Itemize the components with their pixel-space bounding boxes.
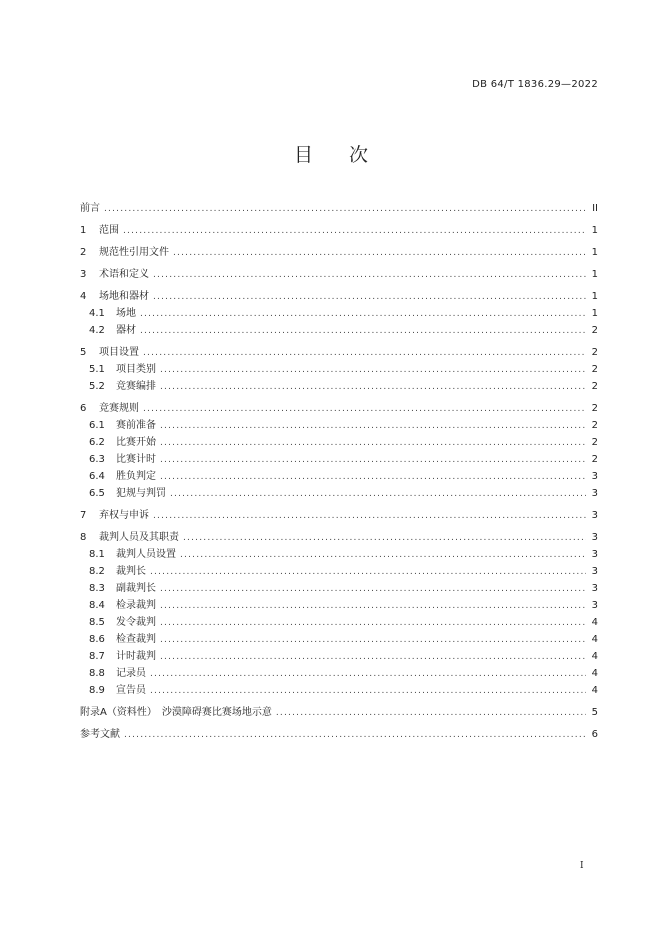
toc-entry-number: 4.1 — [89, 308, 105, 319]
toc-entry[interactable] — [80, 704, 598, 721]
toc-entry-number: 6.1 — [89, 420, 105, 431]
toc-entry-label: 宣告员 — [116, 685, 146, 696]
toc-entry-label: 竞赛编排 — [116, 381, 156, 392]
toc-entry[interactable] — [80, 631, 598, 648]
toc-entry-number: 2 — [80, 247, 87, 258]
toc-entry-label: 术语和定义 — [99, 269, 149, 280]
toc-entry-label: 场地和器材 — [99, 291, 149, 302]
toc-entry-page: 3 — [591, 583, 598, 594]
toc-dot-leader — [160, 362, 586, 379]
title-char-2: 次 — [349, 144, 369, 166]
toc-dot-leader — [180, 547, 586, 564]
toc-entry-page: 2 — [591, 437, 598, 448]
toc-entry-page: 5 — [591, 707, 598, 718]
toc-entry-page: 3 — [591, 471, 598, 482]
toc-dot-leader — [153, 267, 586, 284]
toc-dot-leader — [160, 452, 586, 469]
toc-entry-label: 检查裁判 — [116, 634, 156, 645]
toc-entry-page: 3 — [591, 488, 598, 499]
toc-entry-page: 2 — [591, 381, 598, 392]
toc-entry[interactable] — [80, 529, 598, 546]
toc-entry-page: 1 — [591, 291, 598, 302]
toc-entry[interactable] — [80, 344, 598, 361]
toc-dot-leader — [143, 345, 586, 362]
toc-dot-leader — [150, 564, 586, 581]
toc-entry-label: 前言 — [80, 203, 100, 214]
toc-entry-label: 计时裁判 — [116, 651, 156, 662]
toc-entry-number: 6.3 — [89, 454, 105, 465]
toc-dot-leader — [170, 486, 586, 503]
toc-dot-leader — [123, 223, 586, 240]
toc-entry[interactable] — [80, 244, 598, 261]
table-of-contents — [80, 200, 598, 743]
toc-entry-page: 4 — [591, 685, 598, 696]
toc-entry[interactable] — [80, 434, 598, 451]
toc-entry-page: 4 — [591, 651, 598, 662]
toc-entry-page: II — [592, 203, 598, 214]
toc-entry[interactable] — [80, 563, 598, 580]
toc-entry-page: 1 — [591, 308, 598, 319]
toc-entry-number: 6.5 — [89, 488, 105, 499]
toc-dot-leader — [160, 649, 586, 666]
toc-entry-number: 8.5 — [89, 617, 105, 628]
toc-entry[interactable] — [80, 614, 598, 631]
toc-entry-label: 裁判人员设置 — [116, 549, 176, 560]
toc-entry-number: 4 — [80, 291, 87, 302]
toc-dot-leader — [160, 581, 586, 598]
toc-dot-leader — [150, 683, 586, 700]
toc-entry[interactable] — [80, 400, 598, 417]
toc-entry-label: 比赛计时 — [116, 454, 156, 465]
toc-entry-page: 1 — [591, 269, 598, 280]
toc-entry-number: 6.4 — [89, 471, 105, 482]
toc-entry-label: 弃权与申诉 — [99, 510, 149, 521]
toc-entry-label: 副裁判长 — [116, 583, 156, 594]
toc-entry-page: 4 — [591, 668, 598, 679]
toc-entry-label: 器材 — [116, 325, 136, 336]
toc-entry-label: 胜负判定 — [116, 471, 156, 482]
toc-entry[interactable] — [80, 378, 598, 395]
toc-entry-number: 1 — [80, 225, 87, 236]
toc-entry-label: 参考文献 — [80, 729, 120, 740]
toc-entry-number: 5 — [80, 347, 87, 358]
toc-dot-leader — [153, 508, 586, 525]
toc-entry-label: 检录裁判 — [116, 600, 156, 611]
toc-entry-page: 3 — [591, 549, 598, 560]
toc-entry[interactable] — [80, 266, 598, 283]
toc-entry-number: 8.3 — [89, 583, 105, 594]
toc-entry[interactable] — [80, 507, 598, 524]
toc-entry-page: 3 — [591, 566, 598, 577]
toc-entry-number: 7 — [80, 510, 87, 521]
toc-entry[interactable] — [80, 222, 598, 239]
toc-entry[interactable] — [80, 580, 598, 597]
toc-entry-number: 6 — [80, 403, 87, 414]
toc-entry-page: 4 — [591, 617, 598, 628]
toc-entry-page: 3 — [591, 600, 598, 611]
toc-entry-number: 5.1 — [89, 364, 105, 375]
toc-entry-number: 3 — [80, 269, 87, 280]
toc-entry[interactable] — [80, 305, 598, 322]
toc-entry[interactable] — [80, 451, 598, 468]
toc-dot-leader — [160, 469, 586, 486]
toc-entry-number: 8.9 — [89, 685, 105, 696]
toc-entry-number: 8.6 — [89, 634, 105, 645]
toc-entry-label: 赛前准备 — [116, 420, 156, 431]
toc-entry-number: 5.2 — [89, 381, 105, 392]
toc-entry-label: 裁判长 — [116, 566, 146, 577]
toc-entry[interactable] — [80, 288, 598, 305]
toc-entry-label: 范围 — [99, 225, 119, 236]
toc-entry-label: 竞赛规则 — [99, 403, 139, 414]
toc-entry-number: 6.2 — [89, 437, 105, 448]
page-title — [0, 140, 662, 167]
toc-entry[interactable] — [80, 485, 598, 502]
toc-entry[interactable] — [80, 665, 598, 682]
toc-entry[interactable] — [80, 200, 598, 217]
toc-entry-number: 8.7 — [89, 651, 105, 662]
toc-dot-leader — [173, 245, 586, 262]
toc-entry[interactable] — [80, 546, 598, 563]
document-code: DB 64/T 1836.29—2022 — [472, 79, 598, 90]
toc-dot-leader — [183, 530, 586, 547]
toc-entry-number: 4.2 — [89, 325, 105, 336]
toc-entry[interactable] — [80, 682, 598, 699]
toc-dot-leader — [160, 418, 586, 435]
page-number: I — [580, 861, 584, 871]
toc-entry[interactable] — [80, 417, 598, 434]
toc-entry[interactable] — [80, 726, 598, 743]
toc-entry-number: 8.1 — [89, 549, 105, 560]
toc-entry-page: 2 — [591, 403, 598, 414]
toc-entry-page: 1 — [591, 247, 598, 258]
toc-dot-leader — [153, 289, 586, 306]
toc-dot-leader — [143, 401, 586, 418]
toc-entry-number: 8 — [80, 532, 87, 543]
toc-entry-label: 记录员 — [116, 668, 146, 679]
toc-entry-page: 2 — [591, 347, 598, 358]
toc-entry-page: 2 — [591, 364, 598, 375]
toc-entry-label: 发令裁判 — [116, 617, 156, 628]
toc-entry-label: 规范性引用文件 — [99, 247, 169, 258]
toc-dot-leader — [276, 705, 586, 722]
toc-entry-label: 犯规与判罚 — [116, 488, 166, 499]
toc-dot-leader — [160, 435, 586, 452]
toc-entry-page: 3 — [591, 510, 598, 521]
toc-entry-page: 6 — [591, 729, 598, 740]
toc-entry-page: 2 — [591, 420, 598, 431]
toc-entry-page: 2 — [591, 454, 598, 465]
toc-dot-leader — [150, 666, 586, 683]
toc-dot-leader — [124, 727, 586, 744]
toc-entry-label: 裁判人员及其职责 — [99, 532, 179, 543]
toc-entry-label: 比赛开始 — [116, 437, 156, 448]
toc-entry-label: 项目类别 — [116, 364, 156, 375]
toc-entry-number: 8.4 — [89, 600, 105, 611]
toc-entry-page: 1 — [591, 225, 598, 236]
toc-entry-number: 8.8 — [89, 668, 105, 679]
toc-dot-leader — [140, 306, 586, 323]
toc-dot-leader — [160, 632, 586, 649]
toc-entry-label: 附录A（资料性） 沙漠障碍赛比赛场地示意 — [80, 707, 272, 718]
toc-entry[interactable] — [80, 597, 598, 614]
toc-dot-leader — [160, 379, 586, 396]
toc-entry-number: 8.2 — [89, 566, 105, 577]
toc-dot-leader — [104, 201, 586, 218]
toc-entry-page: 2 — [591, 325, 598, 336]
toc-dot-leader — [140, 323, 586, 340]
title-char-1: 目 — [293, 144, 313, 166]
toc-entry[interactable] — [80, 361, 598, 378]
toc-entry[interactable] — [80, 468, 598, 485]
toc-entry[interactable] — [80, 648, 598, 665]
toc-entry-page: 4 — [591, 634, 598, 645]
toc-entry-label: 场地 — [116, 308, 136, 319]
toc-dot-leader — [160, 615, 586, 632]
toc-dot-leader — [160, 598, 586, 615]
toc-entry-label: 项目设置 — [99, 347, 139, 358]
toc-entry[interactable] — [80, 322, 598, 339]
toc-entry-page: 3 — [591, 532, 598, 543]
